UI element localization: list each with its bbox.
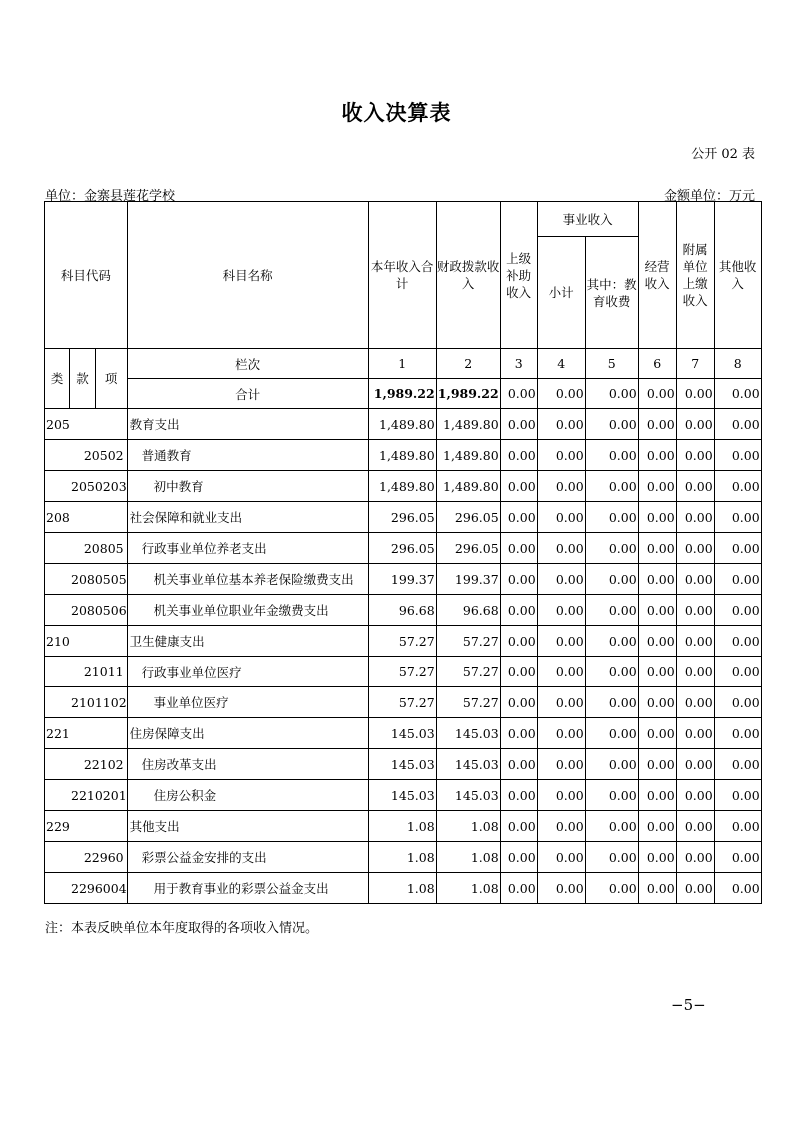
amount-cell: 0.00	[585, 873, 638, 904]
total-value: 0.00	[638, 379, 676, 409]
amount-cell: 0.00	[537, 595, 585, 626]
col-number: 6	[638, 349, 676, 379]
amount-cell: 1,489.80	[436, 440, 500, 471]
amount-cell: 145.03	[368, 780, 436, 811]
amount-cell: 0.00	[537, 502, 585, 533]
table-row	[45, 718, 762, 749]
amount-cell: 0.00	[537, 749, 585, 780]
amount-cell: 1.08	[368, 873, 436, 904]
amount-cell: 0.00	[585, 780, 638, 811]
amount-cell: 0.00	[537, 780, 585, 811]
code-indent-cell	[45, 657, 70, 687]
amount-cell: 0.00	[638, 564, 676, 595]
header-fiscal: 财政拨款收入	[436, 202, 500, 349]
amount-cell: 0.00	[537, 626, 585, 657]
amount-cell: 0.00	[537, 440, 585, 471]
header-operating: 经营收入	[638, 202, 676, 349]
subject-name: 机关事业单位职业年金缴费支出	[127, 595, 368, 626]
total-value: 0.00	[676, 379, 714, 409]
amount-cell: 0.00	[585, 409, 638, 440]
amount-cell: 1.08	[436, 842, 500, 873]
amount-cell: 0.00	[676, 657, 714, 687]
header-name: 科目名称	[127, 202, 368, 349]
amount-cell: 0.00	[714, 564, 761, 595]
amount-cell: 0.00	[638, 595, 676, 626]
amount-cell: 57.27	[368, 626, 436, 657]
amount-cell: 0.00	[676, 502, 714, 533]
amount-cell: 96.68	[436, 595, 500, 626]
amount-cell: 0.00	[676, 718, 714, 749]
amount-cell: 0.00	[585, 687, 638, 718]
amount-cell: 0.00	[500, 842, 537, 873]
amount-cell: 57.27	[436, 687, 500, 718]
amount-cell: 0.00	[537, 564, 585, 595]
amount-cell: 0.00	[638, 873, 676, 904]
header-lanci: 栏次	[127, 349, 368, 379]
page-title: 收入决算表	[341, 100, 452, 125]
subject-name: 行政事业单位医疗	[127, 657, 368, 687]
col-number: 2	[436, 349, 500, 379]
total-row	[45, 379, 762, 409]
subject-code: 221	[45, 718, 128, 749]
amount-cell: 0.00	[500, 749, 537, 780]
amount-cell: 0.00	[676, 440, 714, 471]
amount-cell: 0.00	[585, 626, 638, 657]
amount-cell: 0.00	[714, 595, 761, 626]
table-row	[45, 873, 762, 904]
subject-code: 205	[45, 409, 128, 440]
amount-cell: 0.00	[585, 749, 638, 780]
table-row	[45, 564, 762, 595]
amount-cell: 0.00	[638, 471, 676, 502]
subject-code: 2080506	[45, 595, 128, 626]
header-superior-subsidy: 上级补助收入	[500, 202, 537, 349]
amount-cell: 0.00	[714, 687, 761, 718]
subject-name: 初中教育	[127, 471, 368, 502]
money-unit: 金额单位：万元	[663, 189, 755, 204]
table-row	[45, 502, 762, 533]
amount-cell: 0.00	[585, 533, 638, 564]
page-number: −5−	[671, 996, 706, 1014]
amount-cell: 0.00	[676, 873, 714, 904]
amount-cell: 0.00	[500, 533, 537, 564]
amount-cell: 1.08	[368, 811, 436, 842]
table-row	[45, 811, 762, 842]
amount-cell: 145.03	[436, 780, 500, 811]
amount-cell: 0.00	[676, 564, 714, 595]
amount-cell: 0.00	[500, 873, 537, 904]
table-header	[45, 202, 762, 409]
amount-cell: 0.00	[500, 471, 537, 502]
amount-cell: 0.00	[500, 657, 537, 687]
amount-cell: 145.03	[368, 749, 436, 780]
amount-cell: 145.03	[436, 718, 500, 749]
amount-cell: 57.27	[436, 657, 500, 687]
amount-cell: 0.00	[500, 564, 537, 595]
amount-cell: 1,489.80	[436, 471, 500, 502]
subject-code: 2210201	[45, 780, 128, 811]
subject-code: 2050203	[45, 471, 128, 502]
table-row	[45, 533, 762, 564]
amount-cell: 0.00	[676, 595, 714, 626]
table-row	[45, 595, 762, 626]
amount-cell: 0.00	[714, 409, 761, 440]
subject-code: 22102	[70, 749, 127, 780]
header-subtotal: 小计	[537, 237, 585, 349]
subject-code: 20502	[70, 440, 127, 471]
amount-cell: 0.00	[714, 749, 761, 780]
amount-cell: 145.03	[436, 749, 500, 780]
subject-name: 彩票公益金安排的支出	[127, 842, 368, 873]
amount-cell: 0.00	[714, 440, 761, 471]
amount-cell: 0.00	[537, 842, 585, 873]
amount-cell: 96.68	[368, 595, 436, 626]
code-indent-cell	[45, 842, 70, 873]
header-xiang: 项	[95, 349, 127, 409]
amount-cell: 0.00	[676, 471, 714, 502]
amount-cell: 0.00	[676, 409, 714, 440]
amount-cell: 0.00	[676, 811, 714, 842]
subject-code: 229	[45, 811, 128, 842]
code-indent-cell	[45, 440, 70, 471]
subject-name: 普通教育	[127, 440, 368, 471]
table-row	[45, 657, 762, 687]
header-kuan: 款	[70, 349, 95, 409]
amount-cell: 0.00	[714, 533, 761, 564]
amount-cell: 0.00	[638, 502, 676, 533]
subject-code: 22960	[70, 842, 127, 873]
amount-cell: 0.00	[585, 811, 638, 842]
amount-cell: 199.37	[436, 564, 500, 595]
col-number: 3	[500, 349, 537, 379]
amount-cell: 0.00	[585, 471, 638, 502]
table-body	[45, 409, 762, 904]
amount-cell: 0.00	[638, 842, 676, 873]
header-affiliated: 附属单位上缴收入	[676, 202, 714, 349]
amount-cell: 0.00	[537, 718, 585, 749]
table-row	[45, 409, 762, 440]
amount-cell: 296.05	[368, 502, 436, 533]
table-row	[45, 471, 762, 502]
amount-cell: 0.00	[638, 440, 676, 471]
amount-cell: 0.00	[500, 687, 537, 718]
header-code: 科目代码	[45, 202, 128, 349]
reporting-unit: 单位：金寨县莲花学校	[45, 189, 176, 204]
amount-cell: 0.00	[638, 718, 676, 749]
col-number: 7	[676, 349, 714, 379]
amount-cell: 0.00	[500, 409, 537, 440]
subject-code: 2296004	[45, 873, 128, 904]
form-number: 公开 02 表	[691, 147, 755, 162]
amount-cell: 145.03	[368, 718, 436, 749]
amount-cell: 0.00	[537, 873, 585, 904]
amount-cell: 0.00	[676, 780, 714, 811]
col-number: 8	[714, 349, 761, 379]
subject-name: 机关事业单位基本养老保险缴费支出	[127, 564, 368, 595]
total-value: 1,989.22	[436, 379, 500, 409]
subject-name: 其他支出	[127, 811, 368, 842]
amount-cell: 0.00	[714, 718, 761, 749]
amount-cell: 296.05	[436, 502, 500, 533]
amount-cell: 0.00	[676, 533, 714, 564]
code-indent-cell	[45, 533, 70, 564]
amount-cell: 0.00	[714, 502, 761, 533]
table-row	[45, 780, 762, 811]
table-row	[45, 440, 762, 471]
table-row	[45, 842, 762, 873]
amount-cell: 1,489.80	[368, 471, 436, 502]
amount-cell: 0.00	[585, 718, 638, 749]
amount-cell: 1.08	[436, 811, 500, 842]
subject-code: 20805	[70, 533, 127, 564]
amount-cell: 1,489.80	[368, 409, 436, 440]
amount-cell: 0.00	[500, 440, 537, 471]
table-row	[45, 687, 762, 718]
amount-cell: 1,489.80	[368, 440, 436, 471]
amount-cell: 0.00	[676, 842, 714, 873]
code-indent-cell	[45, 749, 70, 780]
amount-cell: 0.00	[714, 780, 761, 811]
amount-cell: 0.00	[537, 409, 585, 440]
col-number: 5	[585, 349, 638, 379]
header-business-income: 事业收入	[537, 202, 638, 237]
subject-name: 住房公积金	[127, 780, 368, 811]
subject-code: 2080505	[45, 564, 128, 595]
amount-cell: 0.00	[585, 440, 638, 471]
subject-name: 卫生健康支出	[127, 626, 368, 657]
table-row	[45, 749, 762, 780]
total-value: 0.00	[500, 379, 537, 409]
subject-name: 事业单位医疗	[127, 687, 368, 718]
subject-code: 2101102	[45, 687, 128, 718]
amount-cell: 0.00	[638, 687, 676, 718]
amount-cell: 199.37	[368, 564, 436, 595]
subject-name: 社会保障和就业支出	[127, 502, 368, 533]
header-edu-fee: 其中：教育收费	[585, 237, 638, 349]
amount-cell: 0.00	[537, 811, 585, 842]
col-number: 1	[368, 349, 436, 379]
subject-name: 住房改革支出	[127, 749, 368, 780]
total-label: 合计	[127, 379, 368, 409]
amount-cell: 0.00	[714, 873, 761, 904]
col-number: 4	[537, 349, 585, 379]
amount-cell: 0.00	[714, 657, 761, 687]
amount-cell: 0.00	[676, 687, 714, 718]
amount-cell: 0.00	[500, 811, 537, 842]
total-value: 0.00	[537, 379, 585, 409]
amount-cell: 0.00	[585, 595, 638, 626]
header-other: 其他收入	[714, 202, 761, 349]
amount-cell: 0.00	[638, 749, 676, 780]
amount-cell: 0.00	[537, 471, 585, 502]
amount-cell: 0.00	[714, 811, 761, 842]
amount-cell: 1,489.80	[436, 409, 500, 440]
amount-cell: 0.00	[638, 811, 676, 842]
amount-cell: 0.00	[714, 626, 761, 657]
subject-code: 208	[45, 502, 128, 533]
total-value: 0.00	[585, 379, 638, 409]
income-table	[44, 201, 762, 904]
total-value: 0.00	[714, 379, 761, 409]
subject-name: 行政事业单位养老支出	[127, 533, 368, 564]
amount-cell: 0.00	[537, 657, 585, 687]
amount-cell: 0.00	[714, 842, 761, 873]
amount-cell: 0.00	[585, 657, 638, 687]
amount-cell: 0.00	[500, 718, 537, 749]
amount-cell: 296.05	[368, 533, 436, 564]
amount-cell: 0.00	[500, 626, 537, 657]
amount-cell: 57.27	[436, 626, 500, 657]
amount-cell: 0.00	[714, 471, 761, 502]
subject-name: 用于教育事业的彩票公益金支出	[127, 873, 368, 904]
amount-cell: 0.00	[500, 502, 537, 533]
amount-cell: 0.00	[676, 749, 714, 780]
table-note: 注：本表反映单位本年度取得的各项收入情况。	[45, 921, 319, 936]
total-value: 1,989.22	[368, 379, 436, 409]
amount-cell: 0.00	[638, 409, 676, 440]
amount-cell: 0.00	[537, 687, 585, 718]
amount-cell: 0.00	[638, 657, 676, 687]
subject-name: 住房保障支出	[127, 718, 368, 749]
amount-cell: 1.08	[436, 873, 500, 904]
amount-cell: 0.00	[676, 626, 714, 657]
amount-cell: 0.00	[585, 564, 638, 595]
amount-cell: 0.00	[500, 595, 537, 626]
subject-name: 教育支出	[127, 409, 368, 440]
header-total-income: 本年收入合计	[368, 202, 436, 349]
amount-cell: 1.08	[368, 842, 436, 873]
amount-cell: 296.05	[436, 533, 500, 564]
amount-cell: 0.00	[537, 533, 585, 564]
amount-cell: 57.27	[368, 657, 436, 687]
subject-code: 210	[45, 626, 128, 657]
amount-cell: 57.27	[368, 687, 436, 718]
table-row	[45, 626, 762, 657]
subject-code: 21011	[70, 657, 127, 687]
amount-cell: 0.00	[638, 626, 676, 657]
amount-cell: 0.00	[500, 780, 537, 811]
amount-cell: 0.00	[638, 780, 676, 811]
header-lei: 类	[45, 349, 70, 409]
amount-cell: 0.00	[585, 842, 638, 873]
amount-cell: 0.00	[638, 533, 676, 564]
amount-cell: 0.00	[585, 502, 638, 533]
